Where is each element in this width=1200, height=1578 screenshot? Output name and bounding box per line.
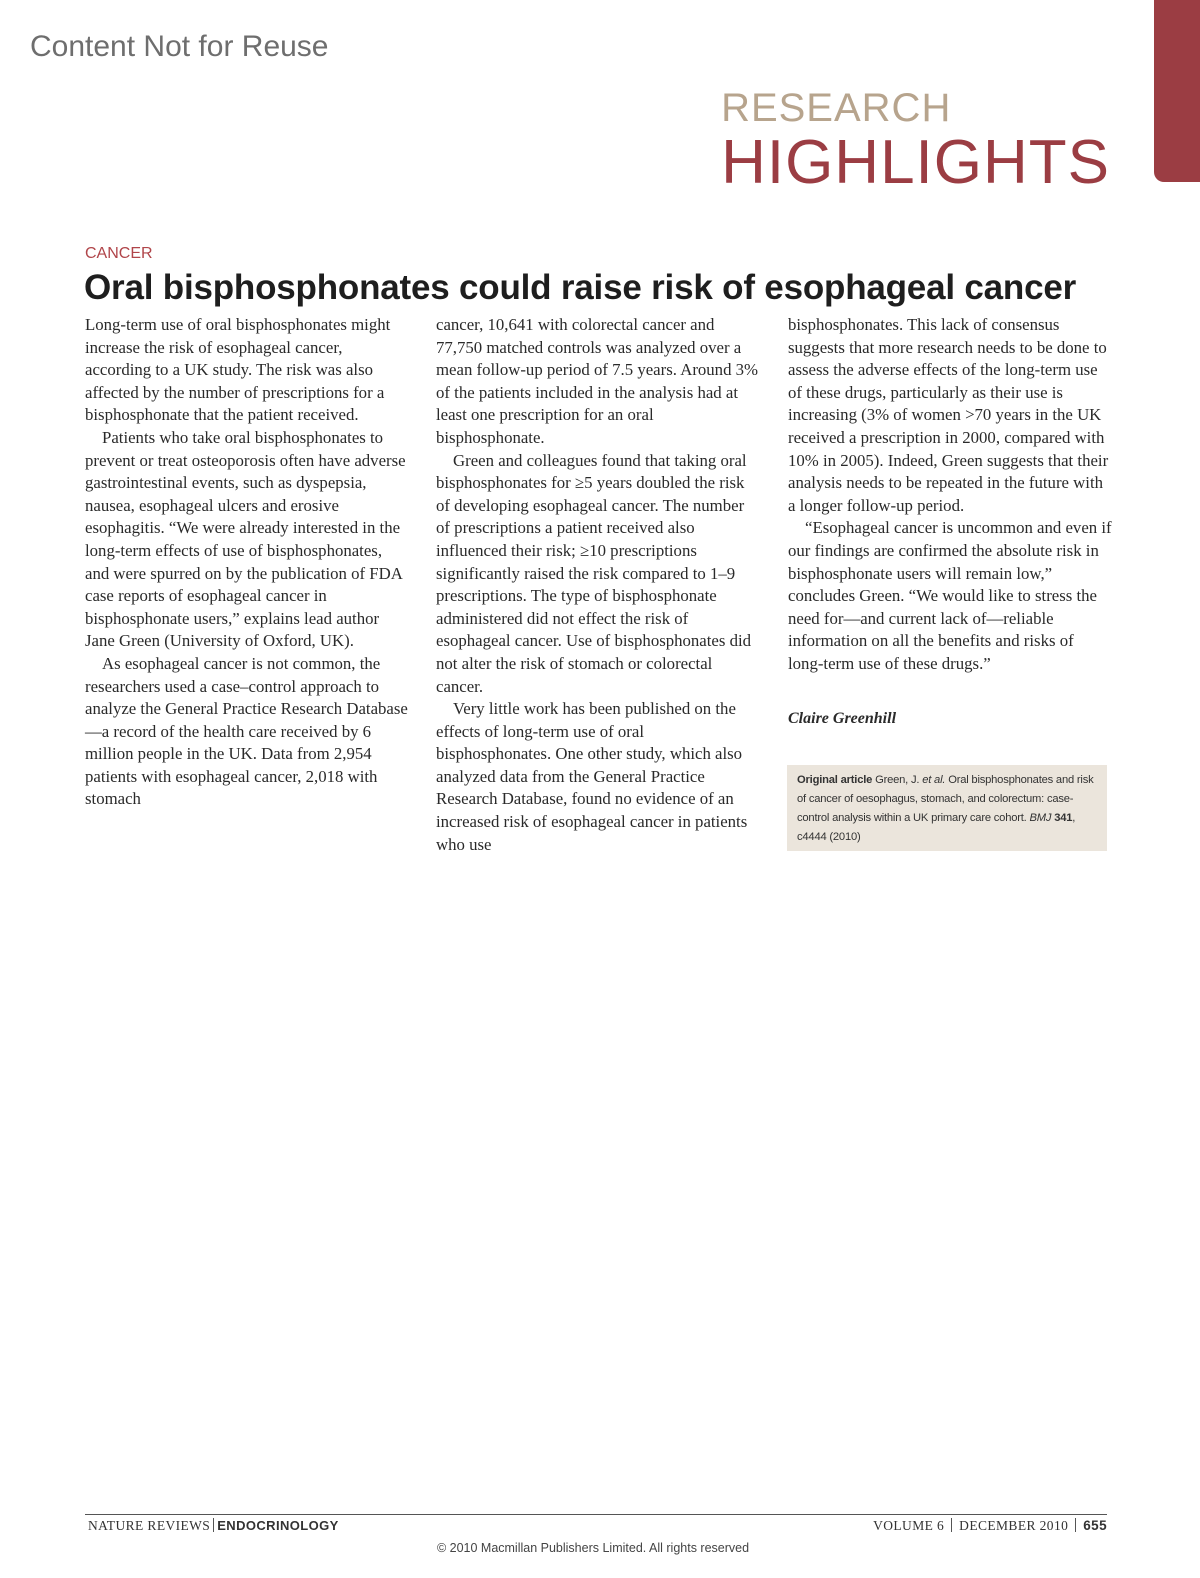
original-article-box	[787, 765, 1107, 851]
paragraph: Patients who take oral bisphosphonates to prevent or treat osteoporosis often have adverse gastrointestinal events, such as dyspepsia, nausea, esophageal ulcers and erosive esophagitis. “We were already interested in the long-term effects of use of bisphosphonates, and were spurred on by the publication of FDA case reports of esophageal cancer in bisphosphonate users,” explains lead author Jane Green (University of Oxford, UK).	[85, 427, 406, 651]
divider	[213, 1518, 214, 1532]
paragraph: Long-term use of oral bisphosphonates might increase the risk of esophageal cancer, according to a UK study. The risk was also affected by the number of prescriptions for a bisphosphonate that the patient received.	[85, 315, 391, 425]
journal-subtitle: ENDOCRINOLOGY	[217, 1518, 339, 1533]
divider	[951, 1518, 952, 1532]
citation-etal: et al.	[922, 774, 946, 786]
volume: VOLUME 6	[873, 1518, 945, 1533]
paragraph: “Esophageal cancer is uncommon and even if our findings are confirmed the absolute risk in bisphosphonate users will remain low,” concludes Green. “We would like to stress the need for—and current lack of—reliable information on all the benefits and risks of long-term use of these drugs.”	[788, 518, 1112, 673]
section-label: CANCER	[85, 245, 153, 262]
column-1	[85, 314, 409, 811]
journal-name: NATURE REVIEWS	[88, 1518, 211, 1533]
citation-journal[interactable]: BMJ	[1029, 812, 1052, 824]
citation-pages: , c4444 (2010)	[797, 812, 1076, 843]
citation-title: Oral bisphosphonates and risk of cancer of oesophagus, stomach, and colorectum: case-control analysis within a UK primary care cohort.	[797, 774, 1094, 824]
page-number: 655	[1083, 1518, 1107, 1533]
paragraph: Green and colleagues found that taking oral bisphosphonates for ≥5 years doubled the risk of developing esophageal cancer. The number of prescriptions a patient received also influenced their risk; ≥10 prescriptions significantly raised the risk compared to 1–9 prescriptions. The type of bisphosphonate administered did not effect the risk of esophageal cancer. Use of bisphosphonates did not alter the risk of stomach or colorectal cancer.	[436, 450, 752, 696]
issue-date: DECEMBER 2010	[959, 1518, 1069, 1533]
footer-issue	[873, 1518, 1107, 1534]
masthead-highlights: HIGHLIGHTS	[721, 128, 1110, 197]
masthead	[721, 86, 1110, 197]
citation-volume: 341	[1054, 812, 1073, 824]
original-article-label: Original article	[797, 774, 873, 786]
column-3	[788, 314, 1112, 676]
author-name: Claire Greenhill	[788, 710, 897, 727]
section-side-tab	[1154, 0, 1200, 182]
masthead-research: RESEARCH	[721, 86, 952, 130]
divider	[1075, 1518, 1076, 1532]
citation-authors: Green, J.	[875, 774, 920, 786]
column-2	[436, 314, 760, 856]
footer-rule	[85, 1514, 1107, 1515]
paragraph: cancer, 10,641 with colorectal cancer and 77,750 matched controls was analyzed over a mean follow-up period of 7.5 years. Around 3% of the patients included in the analysis had at least one prescription for an oral bisphosphonate.	[436, 315, 759, 447]
copyright: © 2010 Macmillan Publishers Limited. All rights reserved	[436, 1541, 750, 1555]
paragraph: Very little work has been published on the effects of long-term use of oral bisphosphonates. One other study, which also analyzed data from the General Practice Research Database, found no evidence of an increased risk of esophageal cancer in patients who use	[436, 699, 748, 854]
footer-journal	[88, 1518, 339, 1534]
paragraph: bisphosphonates. This lack of consensus suggests that more research needs to be done to assess the adverse effects of the long-term use of these drugs, particularly as their use is increasing (3% of women >70 years in the UK received a prescription in 2000, compared with 10% in 2005). Indeed, Green suggests that their analysis needs to be repeated in the future with a longer follow-up period.	[788, 315, 1109, 515]
paragraph: As esophageal cancer is not common, the researchers used a case–control approach to analyze the General Practice Research Database—a record of the health care received by 6 million people in the UK. Data from 2,954 patients with esophageal cancer, 2,018 with stomach	[85, 653, 408, 809]
article-title: Oral bisphosphonates could raise risk of esophageal cancer	[84, 268, 1077, 307]
watermark: Content Not for Reuse	[30, 30, 329, 63]
